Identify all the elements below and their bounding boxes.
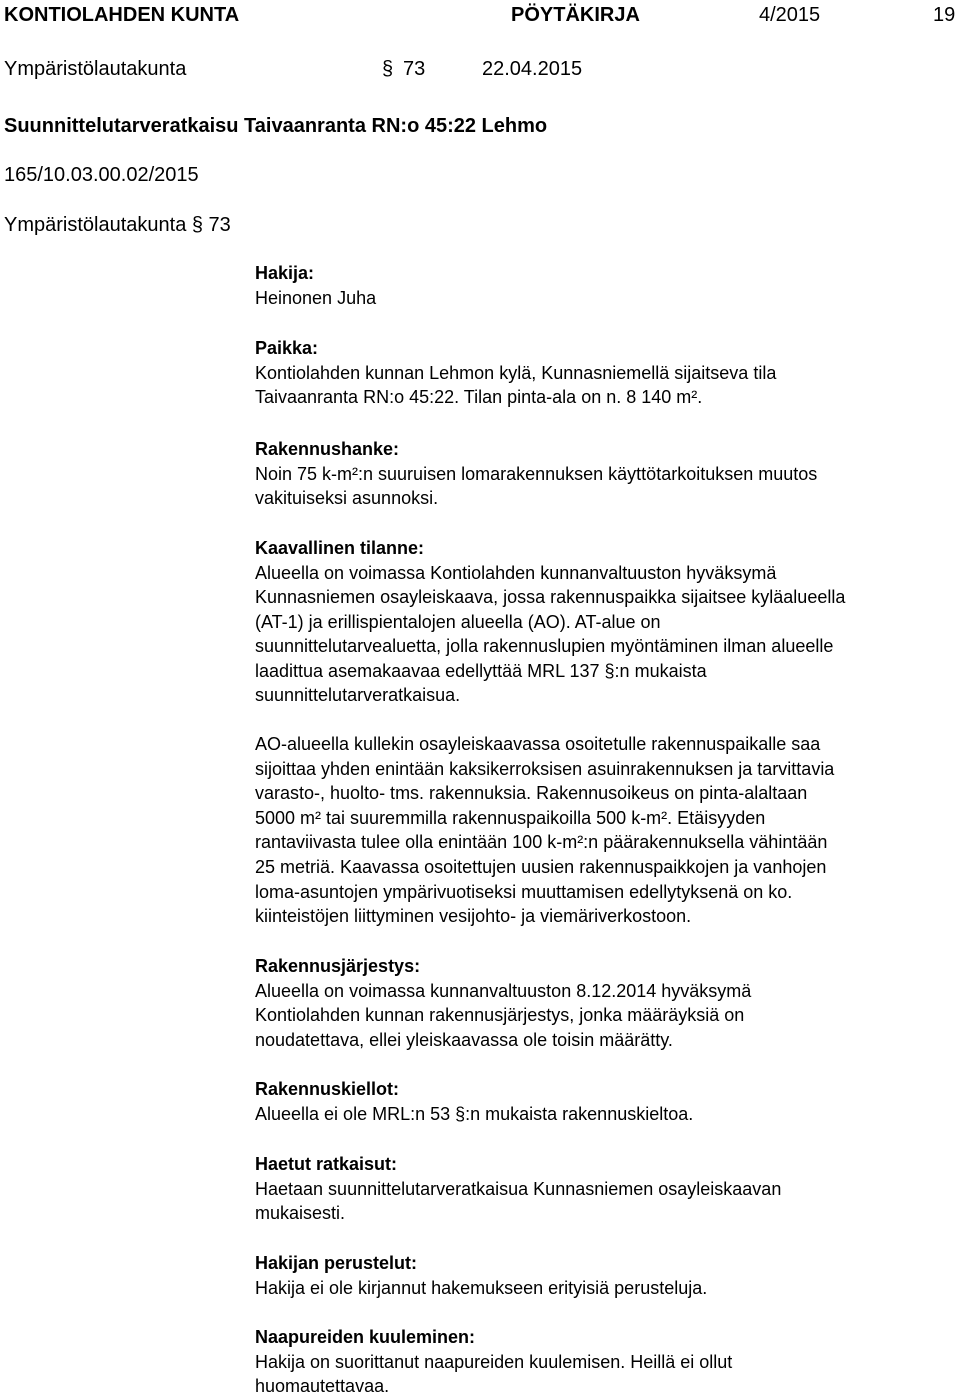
section-building-bans <box>255 1077 955 1126</box>
section-text: Alueella on voimassa Kontiolahden kunnanvaltuuston hyväksymä Kunnasniemen osayleiskaava, jossa rakennuspaikka sijaitsee kyläalueella (AT-1) ja erillispientalojen alueella (AO). AT-alue on suunnittelutarvealuetta, jolla rakennuslupien myöntäminen ilman alueelle laadittua asemakaavaa edellyttää MRL 137 §:n mukaista suunnittelutarveratkaisua. <box>255 562 846 705</box>
section-text: Hakija ei ole kirjannut hakemukseen erityisiä perusteluja. <box>255 1277 708 1298</box>
section-label: Haetut ratkaisut: <box>255 1154 398 1174</box>
section-neighbour-hearing <box>255 1325 955 1399</box>
section-requested-decisions <box>255 1152 955 1226</box>
subject-title: Suunnittelutarveratkaisu Taivaanranta RN:o 45:22 Lehmo <box>4 115 548 137</box>
section-label: Paikka: <box>255 338 319 358</box>
municipality-name: KONTIOLAHDEN KUNTA <box>4 4 240 26</box>
section-symbol-icon: § <box>382 58 394 80</box>
section-text: Alueella on voimassa kunnanvaltuuston 8.12.2014 hyväksymä Kontiolahden kunnan rakennusjärjestys, jonka määräyksiä on noudatettava, ellei yleiskaavassa ole toisin määrätty. <box>255 980 752 1050</box>
section-building-code <box>255 954 955 1052</box>
section-location <box>255 336 955 410</box>
section-label: Hakijan perustelut: <box>255 1253 418 1273</box>
section-label: Rakennuskiellot: <box>255 1079 400 1099</box>
page-number: 19 <box>933 4 956 26</box>
section-zoning <box>255 536 955 708</box>
reference-number: 165/10.03.00.02/2015 <box>4 164 199 186</box>
board-paragraph: Ympäristölautakunta § 73 <box>4 214 231 236</box>
board-name: Ympäristölautakunta <box>4 58 187 80</box>
section-label: Hakija: <box>255 263 315 283</box>
section-text: Heinonen Juha <box>255 287 377 308</box>
section-text: Kontiolahden kunnan Lehmon kylä, Kunnasniemellä sijaitseva tila Taivaanranta RN:o 45:22. Tilan pinta-ala on n. 8 140 m². <box>255 362 777 407</box>
section-label: Rakennusjärjestys: <box>255 956 421 976</box>
meeting-date: 22.04.2015 <box>482 58 583 80</box>
section-applicant-reasons <box>255 1251 955 1300</box>
section-label: Rakennushanke: <box>255 439 400 459</box>
section-label: Naapureiden kuuleminen: <box>255 1327 476 1347</box>
section-label: Kaavallinen tilanne: <box>255 538 425 558</box>
section-applicant <box>255 261 955 310</box>
section-text: Noin 75 k-m²:n suuruisen lomarakennuksen käyttötarkoituksen muutos vakituiseksi asunnoksi. <box>255 463 818 508</box>
section-project <box>255 437 955 511</box>
ao-area-paragraph: AO-alueella kullekin osayleiskaavassa osoitetulle rakennuspaikalle saa sijoittaa yhden enintään kaksikerroksisen asuinrakennuksen ja tarvittavia varasto-, huolto- tms. rakennuksia. Rakennusoikeus on pinta-alaltaan 5000 m² tai suuremmilla rakennuspaikoilla 500 k-m². Etäisyyden rantaviivasta tulee olla enintään 100 k-m²:n päärakennuksella vähintään 25 metriä. Kaavassa osoitettujen uusien rakennuspaikkojen ja vanhojen loma-asuntojen ympärivuotiseksi muuttamisen edellytyksenä on ko. kiinteistöjen liittyminen vesijohto- ja viemäriverkostoon. <box>255 734 835 927</box>
document-number: 4/2015 <box>759 4 821 26</box>
document-type: PÖYTÄKIRJA <box>511 4 640 26</box>
section-text: Alueella ei ole MRL:n 53 §:n mukaista rakennuskieltoa. <box>255 1103 694 1124</box>
section-text: Haetaan suunnittelutarveratkaisua Kunnasniemen osayleiskaavan mukaisesti. <box>255 1178 782 1223</box>
section-text: Hakija on suorittanut naapureiden kuulemisen. Heillä ei ollut huomautettavaa. <box>255 1351 733 1396</box>
section-number: 73 <box>403 58 426 80</box>
